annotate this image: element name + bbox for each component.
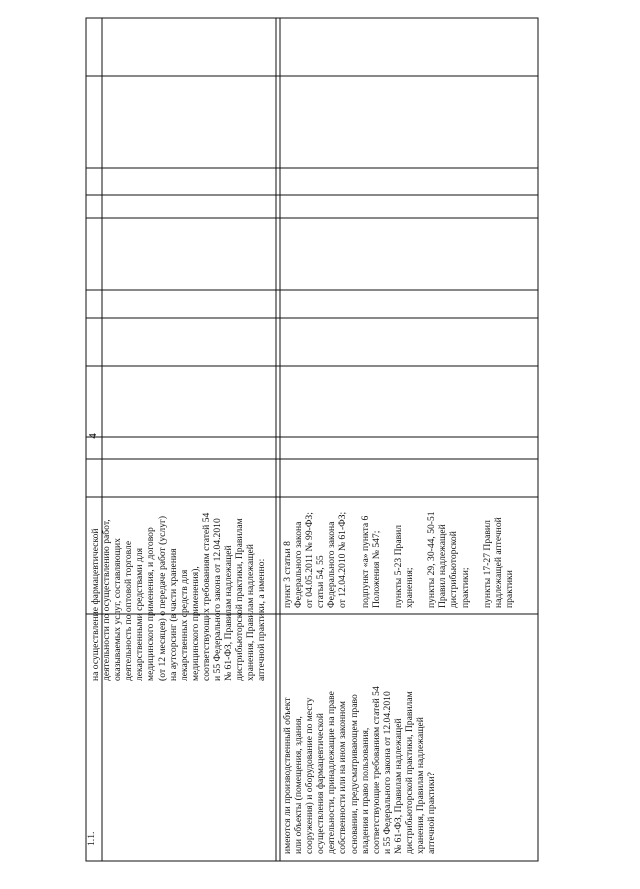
reference-line <box>349 488 360 608</box>
intro-line: оказываемых услуг, составляющих <box>112 538 124 681</box>
reference-line: пункты 5-23 Правил <box>392 524 404 608</box>
legal-references-1-1 <box>282 488 515 608</box>
reference-line: хранения; <box>404 567 416 608</box>
reference-line: дистрибьюторской <box>448 531 460 608</box>
intro-line: медицинского применения, и договор <box>145 527 157 681</box>
question-line: аптечной практики? <box>426 772 438 854</box>
reference-line: подпункт «а» пункта 6 <box>359 515 371 608</box>
reference-line: Федерального закона <box>293 521 305 608</box>
question-line: деятельности, принадлежащие на праве <box>326 691 338 854</box>
question-line: дистрибьюторской практики, Правилам <box>404 691 416 854</box>
intro-line: хранения, Правилам надлежащей <box>245 544 257 681</box>
reference-line <box>471 488 482 608</box>
row-number-1-1: 1.1. <box>86 831 97 846</box>
question-line: и 55 Федерального закона от 12.04.2010 <box>381 691 393 854</box>
question-line: владения и право пользования, <box>359 727 371 854</box>
question-line: осуществления фармацевтической <box>315 713 327 854</box>
question-line: хранения, Правилам надлежащей <box>415 717 427 854</box>
question-line: соответствующие требованиям статей 54 <box>370 686 382 854</box>
reference-line: пункты 29, 30-44, 50-51 <box>426 511 438 608</box>
question-line: сооружения) и оборудование по месту <box>304 697 316 854</box>
question-line: собственности или на ином законном <box>337 701 349 854</box>
intro-line: дистрибьюторской практики, Правилам <box>234 518 246 681</box>
question-text-1-1 <box>282 614 437 854</box>
reference-line: Правил надлежащей <box>437 524 449 608</box>
intro-line: соответствующих требованиям статей 54 <box>200 512 212 681</box>
intro-line: лекарственных средств для <box>178 569 190 681</box>
intro-line: № 61-ФЗ, Правилам надлежащей <box>223 545 235 681</box>
intro-line: лекарственными средствами для <box>134 548 146 681</box>
reference-line: статьи 54, 55 <box>315 555 327 608</box>
reference-line: пункт 3 статьи 8 <box>282 541 293 608</box>
question-line: имеются ли производственный объект <box>282 697 293 854</box>
reference-line: практики <box>503 570 515 608</box>
intro-line: (от 12 месяцев) о передаче работ (услуг) <box>156 515 168 681</box>
reference-line <box>382 488 393 608</box>
question-line: основании, предусматривающем право <box>348 694 360 854</box>
intro-line: деятельность по оптовой торговле <box>123 540 135 681</box>
reference-line: от 12.04.2010 № 61-ФЗ; <box>337 511 349 608</box>
intro-line: аптечной практики, а именно: <box>256 558 268 681</box>
intro-line: медицинского применения), <box>189 566 201 681</box>
reference-line: практики; <box>459 567 471 608</box>
question-line: или объекты (помещения, здания, <box>293 716 305 854</box>
page-number: 4 <box>86 433 99 439</box>
reference-line: надлежащей аптечной <box>492 517 504 608</box>
intro-text <box>90 421 268 681</box>
reference-line: Федерального закона <box>326 521 338 608</box>
intro-line: на осуществление фармацевтической <box>90 528 101 681</box>
reference-line: от 04.05.2011 № 99-ФЗ; <box>304 512 316 608</box>
question-line: № 61-ФЗ, Правилам надлежащей <box>392 718 404 854</box>
reference-line <box>415 488 426 608</box>
intro-line: на аутсорсинг (в части хранения <box>167 548 179 681</box>
intro-line: и 55 Федерального закона от 12.04.2010 <box>212 518 224 681</box>
reference-line: пункты 17-27 Правил <box>481 520 493 608</box>
reference-line: Положения № 547; <box>370 530 382 608</box>
intro-line: деятельности по осуществлению работ, <box>101 519 113 681</box>
